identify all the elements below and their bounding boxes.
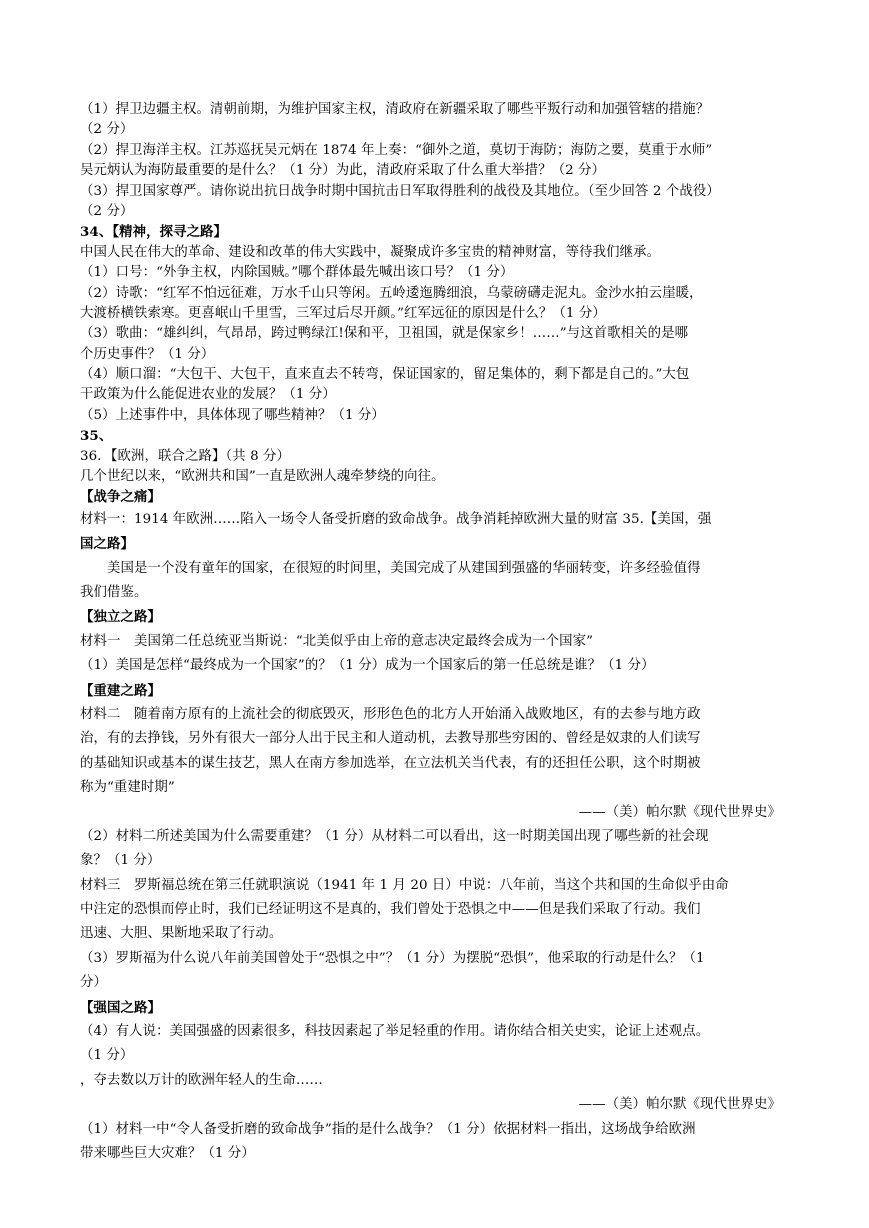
text-line: （1）材料一中“令人备受折磨的致命战争”指的是什么战争？（1 分）依据材料一指出，这场战争给欧洲	[80, 1121, 696, 1137]
text-line: （4）有人说：美国强盛的因素很多，科技因素起了举足轻重的作用。请你结合相关史实，论证上述观点。	[80, 1024, 710, 1040]
text-line: 大渡桥横铁索寒。更喜岷山千里雪，三军过后尽开颜。”红军远征的原因是什么？（1 分）	[80, 305, 606, 321]
text-line: 称为“重建时期”	[80, 780, 175, 796]
text-line: （1）口号：“外争主权，内除国贼。”哪个群体最先喊出该口号？（1 分）	[80, 265, 514, 281]
text-line: （1）捍卫边疆主权。清朝前期，为维护国家主权，清政府在新疆采取了哪些平叛行动和加强管辖的措施？	[80, 102, 710, 117]
text-line: （4）顺口溜：“大包干、大包干，直来直去不转弯，保证国家的，留足集体的，剩下都是自己的。”大包	[80, 367, 690, 383]
text-line: 中注定的恐惧而停止时，我们已经证明这不是真的，我们曾处于恐惧之中——但是我们采取了行动。我们	[80, 902, 701, 918]
text-line: 分）	[80, 975, 107, 991]
section-heading: 34、【精神，探寻之路】	[80, 224, 228, 241]
text-line: 干政策为什么能促进农业的发展？（1 分）	[80, 387, 336, 403]
text-line: 迅速、大胆、果断地采取了行动。	[80, 926, 283, 942]
text-line: 几个世纪以来，“欧洲共和国”一直是欧洲人魂牵梦绕的向往。	[80, 469, 445, 485]
text-line: （1）美国是怎样“最终成为一个国家”的？（1 分）成为一个国家后的第一任总统是谁？（1 分）	[80, 658, 655, 674]
section-heading: 【强国之路】	[80, 999, 161, 1016]
text-line: 象？（1 分）	[80, 853, 161, 869]
text-line: （2）材料二所述美国为什么需要重建？（1 分）从材料二可以看出，这一时期美国出现了哪些新的社会现	[80, 828, 709, 844]
text-line: （2）捍卫海洋主权。江苏巡抚吴元炳在 1874 年上奏：“御外之道，莫切于海防；海防之要，莫重于水师”	[80, 142, 713, 158]
text-line: （2）诗歌：“红军不怕远征难，万水千山只等闲。五岭逶迤腾细浪，乌蒙磅礴走泥丸。金沙水拍云崖暖，	[80, 285, 703, 301]
text-line: 个历史事件？（1 分）	[80, 346, 215, 362]
text-line: 我们借鉴。	[80, 584, 148, 600]
text-line: （3）罗斯福为什么说八年前美国曾处于“恐惧之中”？（1 分）为摆脱“恐惧”，他采取的行动是什么？（1	[80, 950, 705, 966]
text-line: （2 分）	[80, 203, 134, 219]
text-line: 中国人民在伟大的革命、建设和改革的伟大实践中，凝聚成许多宝贵的精神财富，等待我们继承。	[80, 244, 661, 260]
text-line: （3）捍卫国家尊严。请你说出抗日战争时期中国抗击日军取得胜利的战役及其地位。（至少回答 2 个战役）	[80, 183, 720, 199]
text-line: 材料三 罗斯福总统在第三任就职演说（1941 年 1 月 20 日）中说：八年前，当这个共和国的生命似乎由命	[80, 877, 729, 893]
text-line: 材料一：1914 年欧洲……陷入一场令人备受折磨的致命战争。战争消耗掉欧洲大量的财富 35.【美国，强	[80, 511, 712, 527]
text-line: 带来哪些巨大灾难？（1 分）	[80, 1145, 255, 1161]
text-line: （1 分）	[80, 1048, 134, 1064]
source-citation: ——（美）帕尔默《现代世界史》	[578, 804, 781, 820]
text-line: 治，有的去挣钱，另外有很大一部分人出于民主和人道动机，去教导那些穷困的、曾经是奴隶的人们读写	[80, 731, 701, 747]
document-page	[0, 100, 869, 1166]
section-heading: 【独立之路】	[80, 609, 161, 626]
text-line: 材料二 随着南方原有的上流社会的彻底毁灭，形形色色的北方人开始涌入战败地区，有的去参与地方政	[80, 706, 701, 722]
text-line: （5）上述事件中，具体体现了哪些精神？（1 分）	[80, 407, 385, 423]
section-heading: 【战争之痛】	[80, 489, 161, 506]
section-heading: 国之路】	[80, 536, 134, 553]
text-line: 36．【欧洲，联合之路】（共 8 分）	[80, 448, 291, 464]
text-line: ，夺去数以万计的欧洲年轻人的生命……	[80, 1072, 323, 1088]
text-line: 的基础知识或基本的谋生技艺，黑人在南方参加选举，在立法机关当代表，有的还担任公职，这个时期被	[80, 755, 701, 771]
section-heading: 【重建之路】	[80, 682, 161, 699]
text-line: （3）歌曲：“雄纠纠，气昂昂，跨过鸭绿江!保和平，卫祖国，就是保家乡！……”与这首歌相关的是哪	[80, 326, 689, 342]
text-line: 材料一 美国第二任总统亚当斯说：“北美似乎由上帝的意志决定最终会成为一个国家”	[80, 633, 594, 649]
text-line: 美国是一个没有童年的国家，在很短的时间里，美国完成了从建国到强盛的华丽转变，许多经验值得	[107, 560, 701, 576]
section-heading: 35、	[80, 428, 113, 445]
source-citation: ——（美）帕尔默《现代世界史》	[578, 1097, 781, 1113]
text-line: 吴元炳认为海防最重要的是什么？（1 分）为此，清政府采取了什么重大举措？（2 分）	[80, 163, 606, 179]
text-line: （2 分）	[80, 122, 134, 138]
